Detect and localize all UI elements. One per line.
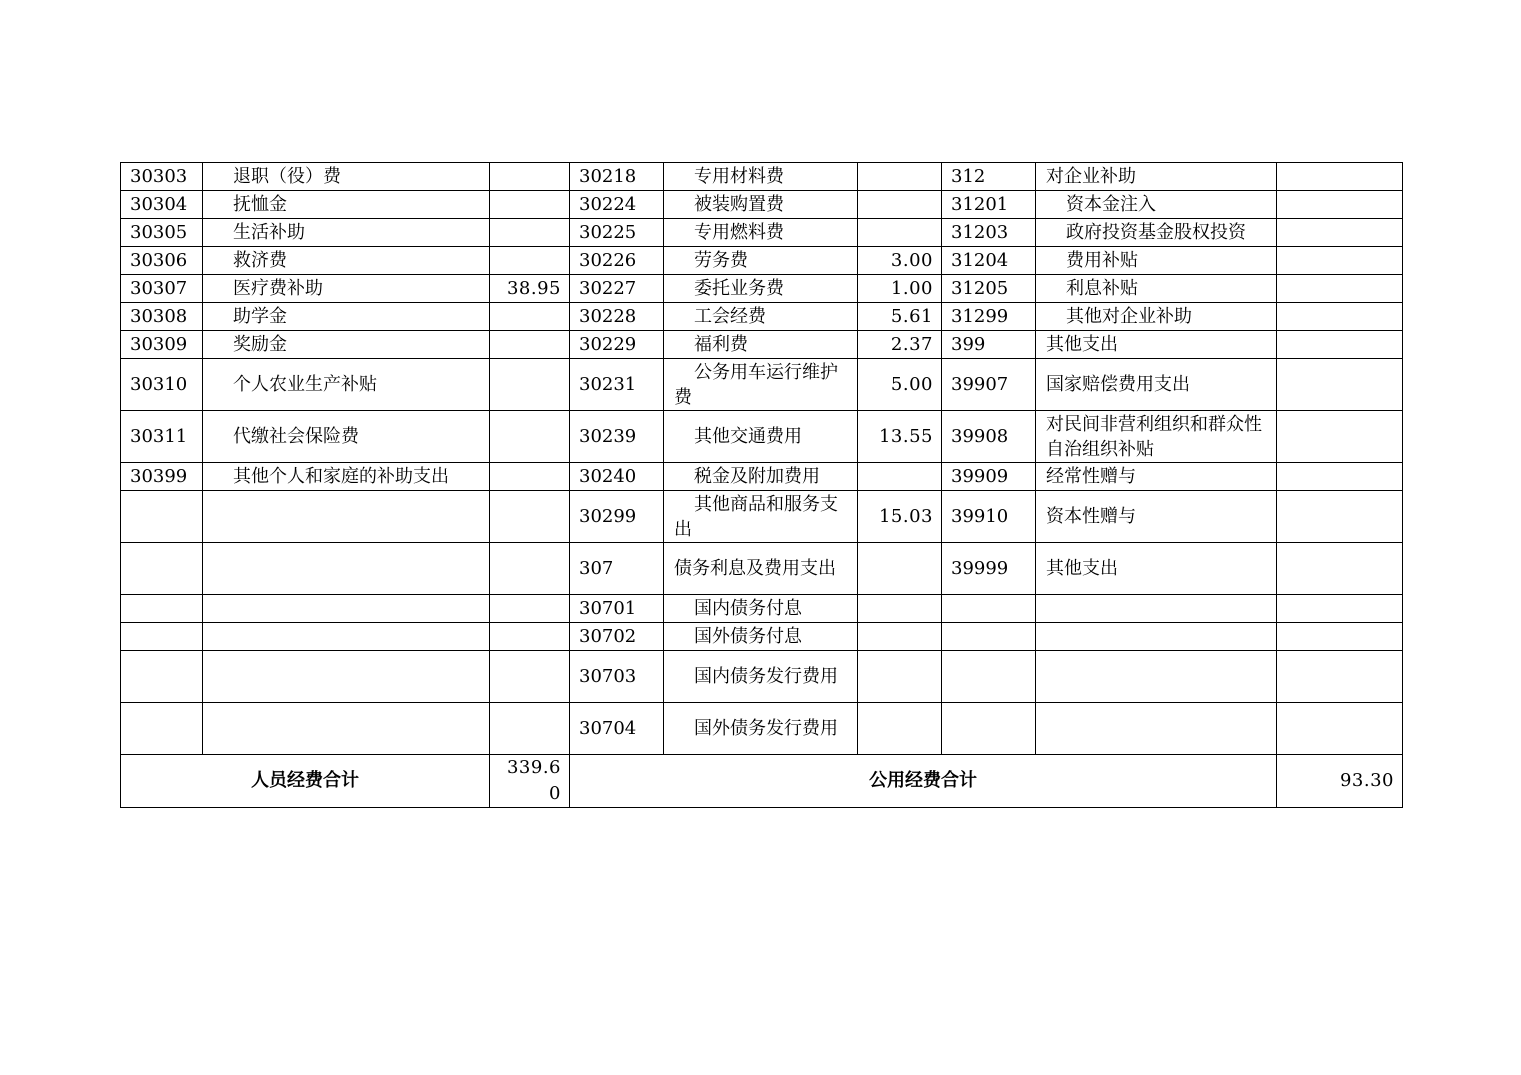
amount-cell [858, 463, 942, 491]
amount-cell [490, 543, 570, 595]
budget-table [120, 162, 1403, 808]
item-name-cell: 经常性赠与 [1036, 463, 1277, 491]
amount-cell [490, 491, 570, 543]
amount-cell [858, 219, 942, 247]
item-name-cell: 利息补贴 [1036, 275, 1277, 303]
item-name-cell: 其他支出 [1036, 543, 1277, 595]
amount-cell [1277, 623, 1403, 651]
code-cell: 31205 [942, 275, 1036, 303]
code-cell: 30703 [570, 651, 664, 703]
item-name-cell [1036, 623, 1277, 651]
amount-cell: 5.61 [858, 303, 942, 331]
item-name-cell: 福利费 [664, 331, 858, 359]
amount-cell [490, 303, 570, 331]
code-cell [121, 595, 203, 623]
item-name-cell: 国内债务付息 [664, 595, 858, 623]
amount-cell [490, 651, 570, 703]
code-cell: 30225 [570, 219, 664, 247]
code-cell: 31299 [942, 303, 1036, 331]
code-cell: 31201 [942, 191, 1036, 219]
amount-cell [1277, 463, 1403, 491]
amount-cell [1277, 359, 1403, 411]
item-name-cell: 专用燃料费 [664, 219, 858, 247]
amount-cell [1277, 411, 1403, 463]
code-cell: 312 [942, 163, 1036, 191]
code-cell: 39907 [942, 359, 1036, 411]
amount-cell [490, 359, 570, 411]
code-cell [121, 651, 203, 703]
item-name-cell [203, 491, 490, 543]
item-name-cell [203, 703, 490, 755]
code-cell [121, 703, 203, 755]
table-row [121, 463, 1403, 491]
code-cell: 30310 [121, 359, 203, 411]
item-name-cell: 其他个人和家庭的补助支出 [203, 463, 490, 491]
item-name-cell: 生活补助 [203, 219, 490, 247]
code-cell: 30240 [570, 463, 664, 491]
code-cell: 30227 [570, 275, 664, 303]
code-cell [121, 491, 203, 543]
code-cell: 30304 [121, 191, 203, 219]
amount-cell [1277, 543, 1403, 595]
item-name-cell: 资本金注入 [1036, 191, 1277, 219]
totals-row [121, 755, 1403, 808]
amount-cell [858, 543, 942, 595]
code-cell [121, 543, 203, 595]
amount-cell [1277, 163, 1403, 191]
amount-cell: 1.00 [858, 275, 942, 303]
code-cell: 30224 [570, 191, 664, 219]
table-row [121, 411, 1403, 463]
amount-cell [490, 411, 570, 463]
table-row [121, 331, 1403, 359]
amount-cell [490, 219, 570, 247]
item-name-cell [203, 543, 490, 595]
table-row [121, 359, 1403, 411]
item-name-cell: 费用补贴 [1036, 247, 1277, 275]
code-cell [942, 595, 1036, 623]
code-cell: 30226 [570, 247, 664, 275]
code-cell: 30229 [570, 331, 664, 359]
amount-cell [858, 651, 942, 703]
amount-cell [1277, 275, 1403, 303]
code-cell: 30299 [570, 491, 664, 543]
item-name-cell: 国内债务发行费用 [664, 651, 858, 703]
item-name-cell: 资本性赠与 [1036, 491, 1277, 543]
amount-cell [490, 703, 570, 755]
item-name-cell: 其他商品和服务支出 [664, 491, 858, 543]
item-name-cell: 退职（役）费 [203, 163, 490, 191]
amount-cell [490, 163, 570, 191]
amount-cell: 5.00 [858, 359, 942, 411]
item-name-cell: 助学金 [203, 303, 490, 331]
table-row [121, 623, 1403, 651]
code-cell: 30309 [121, 331, 203, 359]
item-name-cell: 代缴社会保险费 [203, 411, 490, 463]
table-row [121, 247, 1403, 275]
table-row [121, 219, 1403, 247]
item-name-cell [1036, 595, 1277, 623]
code-cell: 31204 [942, 247, 1036, 275]
table-row [121, 543, 1403, 595]
item-name-cell: 奖励金 [203, 331, 490, 359]
amount-cell: 13.55 [858, 411, 942, 463]
code-cell [942, 623, 1036, 651]
code-cell [942, 651, 1036, 703]
code-cell: 39908 [942, 411, 1036, 463]
code-cell: 30231 [570, 359, 664, 411]
amount-cell [1277, 595, 1403, 623]
amount-cell [1277, 191, 1403, 219]
code-cell: 30305 [121, 219, 203, 247]
item-name-cell: 国外债务付息 [664, 623, 858, 651]
amount-cell: 38.95 [490, 275, 570, 303]
amount-cell [1277, 247, 1403, 275]
code-cell [121, 623, 203, 651]
amount-cell: 15.03 [858, 491, 942, 543]
item-name-cell: 医疗费补助 [203, 275, 490, 303]
table-row [121, 191, 1403, 219]
code-cell: 30228 [570, 303, 664, 331]
code-cell: 39909 [942, 463, 1036, 491]
item-name-cell: 对民间非营利组织和群众性自治组织补贴 [1036, 411, 1277, 463]
item-name-cell: 对企业补助 [1036, 163, 1277, 191]
table-row [121, 703, 1403, 755]
table-row [121, 651, 1403, 703]
item-name-cell: 国家赔偿费用支出 [1036, 359, 1277, 411]
item-name-cell: 劳务费 [664, 247, 858, 275]
amount-cell [490, 623, 570, 651]
item-name-cell [203, 595, 490, 623]
code-cell: 30306 [121, 247, 203, 275]
code-cell: 39910 [942, 491, 1036, 543]
amount-cell [490, 595, 570, 623]
code-cell: 30702 [570, 623, 664, 651]
code-cell: 31203 [942, 219, 1036, 247]
public-total-value: 93.30 [1277, 755, 1403, 808]
table-row [121, 595, 1403, 623]
amount-cell [858, 191, 942, 219]
code-cell: 30307 [121, 275, 203, 303]
item-name-cell [203, 623, 490, 651]
table-body [121, 163, 1403, 808]
table-row [121, 275, 1403, 303]
item-name-cell [1036, 651, 1277, 703]
amount-cell [1277, 651, 1403, 703]
item-name-cell: 债务利息及费用支出 [664, 543, 858, 595]
amount-cell [490, 463, 570, 491]
personnel-total-label: 人员经费合计 [121, 755, 490, 808]
item-name-cell: 委托业务费 [664, 275, 858, 303]
code-cell: 30308 [121, 303, 203, 331]
amount-cell [1277, 331, 1403, 359]
table-row [121, 303, 1403, 331]
amount-cell [858, 623, 942, 651]
table-row [121, 163, 1403, 191]
code-cell: 30704 [570, 703, 664, 755]
item-name-cell: 国外债务发行费用 [664, 703, 858, 755]
item-name-cell [203, 651, 490, 703]
code-cell: 30701 [570, 595, 664, 623]
amount-cell [1277, 703, 1403, 755]
item-name-cell: 其他交通费用 [664, 411, 858, 463]
code-cell: 39999 [942, 543, 1036, 595]
item-name-cell [1036, 703, 1277, 755]
code-cell: 30239 [570, 411, 664, 463]
item-name-cell: 专用材料费 [664, 163, 858, 191]
item-name-cell: 救济费 [203, 247, 490, 275]
personnel-total-value: 339.60 [490, 755, 570, 808]
item-name-cell: 工会经费 [664, 303, 858, 331]
amount-cell [858, 163, 942, 191]
item-name-cell: 其他支出 [1036, 331, 1277, 359]
amount-cell: 3.00 [858, 247, 942, 275]
public-total-label: 公用经费合计 [570, 755, 1277, 808]
code-cell: 30218 [570, 163, 664, 191]
item-name-cell: 公务用车运行维护费 [664, 359, 858, 411]
amount-cell [858, 595, 942, 623]
amount-cell [490, 191, 570, 219]
code-cell: 399 [942, 331, 1036, 359]
code-cell: 30303 [121, 163, 203, 191]
item-name-cell: 政府投资基金股权投资 [1036, 219, 1277, 247]
amount-cell [1277, 303, 1403, 331]
item-name-cell: 其他对企业补助 [1036, 303, 1277, 331]
item-name-cell: 被装购置费 [664, 191, 858, 219]
amount-cell [490, 247, 570, 275]
code-cell: 30311 [121, 411, 203, 463]
amount-cell [490, 331, 570, 359]
amount-cell [1277, 219, 1403, 247]
amount-cell [1277, 491, 1403, 543]
amount-cell [858, 703, 942, 755]
table-row [121, 491, 1403, 543]
code-cell: 307 [570, 543, 664, 595]
item-name-cell: 税金及附加费用 [664, 463, 858, 491]
item-name-cell: 个人农业生产补贴 [203, 359, 490, 411]
code-cell [942, 703, 1036, 755]
code-cell: 30399 [121, 463, 203, 491]
item-name-cell: 抚恤金 [203, 191, 490, 219]
amount-cell: 2.37 [858, 331, 942, 359]
